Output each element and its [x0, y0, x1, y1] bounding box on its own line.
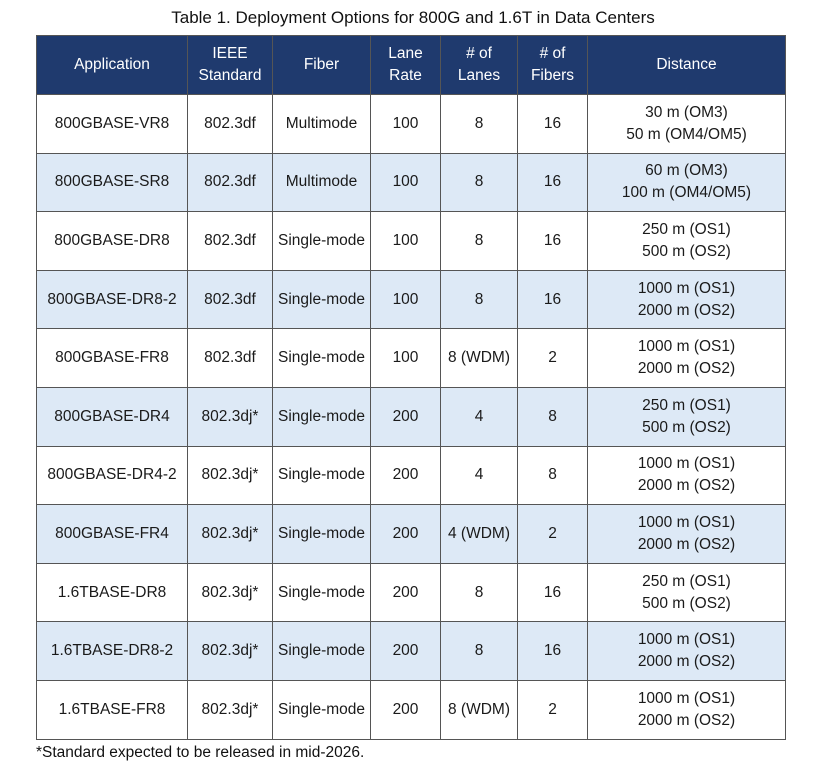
cell-lane-rate: 200 [371, 622, 441, 681]
cell-fibers: 16 [518, 563, 588, 622]
cell-lane-rate: 200 [371, 446, 441, 505]
cell-lane-rate: 100 [371, 329, 441, 388]
header-num-lanes: # of Lanes [441, 36, 518, 95]
cell-lane-rate: 200 [371, 680, 441, 739]
cell-lanes: 4 (WDM) [441, 505, 518, 564]
cell-lanes: 8 [441, 622, 518, 681]
table-row [37, 153, 786, 212]
cell-standard: 802.3dj* [188, 505, 273, 564]
cell-distance: 1000 m (OS1) 2000 m (OS2) [588, 680, 786, 739]
header-application: Application [37, 36, 188, 95]
header-ieee-standard: IEEE Standard [188, 36, 273, 95]
cell-lanes: 8 [441, 563, 518, 622]
cell-fiber: Single-mode [273, 505, 371, 564]
cell-application: 800GBASE-FR4 [37, 505, 188, 564]
cell-fiber: Single-mode [273, 270, 371, 329]
table-row [37, 329, 786, 388]
cell-fiber: Single-mode [273, 622, 371, 681]
cell-lane-rate: 200 [371, 505, 441, 564]
cell-fiber: Multimode [273, 153, 371, 212]
cell-distance: 1000 m (OS1) 2000 m (OS2) [588, 622, 786, 681]
cell-lanes: 4 [441, 387, 518, 446]
header-distance: Distance [588, 36, 786, 95]
cell-lanes: 8 (WDM) [441, 680, 518, 739]
cell-distance: 250 m (OS1) 500 m (OS2) [588, 212, 786, 271]
cell-distance: 60 m (OM3) 100 m (OM4/OM5) [588, 153, 786, 212]
cell-distance: 1000 m (OS1) 2000 m (OS2) [588, 329, 786, 388]
cell-fibers: 16 [518, 270, 588, 329]
cell-distance: 250 m (OS1) 500 m (OS2) [588, 387, 786, 446]
table-row [37, 622, 786, 681]
cell-distance: 1000 m (OS1) 2000 m (OS2) [588, 505, 786, 564]
cell-fiber: Single-mode [273, 563, 371, 622]
cell-application: 800GBASE-DR4 [37, 387, 188, 446]
cell-distance: 250 m (OS1) 500 m (OS2) [588, 563, 786, 622]
cell-standard: 802.3df [188, 329, 273, 388]
cell-standard: 802.3df [188, 270, 273, 329]
table-caption: Table 1. Deployment Options for 800G and 1.6T in Data Centers [171, 8, 655, 27]
table-row [37, 212, 786, 271]
cell-distance: 30 m (OM3) 50 m (OM4/OM5) [588, 95, 786, 154]
cell-lanes: 8 [441, 153, 518, 212]
cell-application: 800GBASE-DR4-2 [37, 446, 188, 505]
cell-application: 800GBASE-DR8 [37, 212, 188, 271]
cell-lane-rate: 100 [371, 95, 441, 154]
table-row [37, 505, 786, 564]
cell-standard: 802.3df [188, 153, 273, 212]
cell-fiber: Single-mode [273, 212, 371, 271]
cell-distance: 1000 m (OS1) 2000 m (OS2) [588, 270, 786, 329]
cell-standard: 802.3dj* [188, 622, 273, 681]
cell-application: 800GBASE-DR8-2 [37, 270, 188, 329]
cell-standard: 802.3df [188, 95, 273, 154]
cell-fibers: 16 [518, 95, 588, 154]
cell-fiber: Single-mode [273, 387, 371, 446]
cell-standard: 802.3dj* [188, 680, 273, 739]
cell-fibers: 16 [518, 212, 588, 271]
cell-lanes: 8 (WDM) [441, 329, 518, 388]
cell-standard: 802.3dj* [188, 446, 273, 505]
table-row [37, 387, 786, 446]
cell-lane-rate: 100 [371, 270, 441, 329]
cell-lanes: 4 [441, 446, 518, 505]
cell-application: 1.6TBASE-DR8-2 [37, 622, 188, 681]
cell-lanes: 8 [441, 95, 518, 154]
header-row [37, 36, 786, 95]
cell-application: 800GBASE-SR8 [37, 153, 188, 212]
cell-fiber: Single-mode [273, 446, 371, 505]
cell-fibers: 8 [518, 387, 588, 446]
cell-fibers: 2 [518, 680, 588, 739]
cell-lane-rate: 100 [371, 153, 441, 212]
cell-application: 1.6TBASE-DR8 [37, 563, 188, 622]
cell-fibers: 8 [518, 446, 588, 505]
cell-application: 800GBASE-FR8 [37, 329, 188, 388]
cell-distance: 1000 m (OS1) 2000 m (OS2) [588, 446, 786, 505]
table-row [37, 270, 786, 329]
footnote: *Standard expected to be released in mid-2026. [36, 744, 365, 761]
table-row [37, 95, 786, 154]
cell-lanes: 8 [441, 270, 518, 329]
cell-fibers: 16 [518, 622, 588, 681]
cell-fibers: 16 [518, 153, 588, 212]
table-row [37, 680, 786, 739]
header-fiber: Fiber [273, 36, 371, 95]
table-row [37, 563, 786, 622]
cell-application: 1.6TBASE-FR8 [37, 680, 188, 739]
cell-standard: 802.3dj* [188, 563, 273, 622]
cell-lanes: 8 [441, 212, 518, 271]
header-num-fibers: # of Fibers [518, 36, 588, 95]
cell-fibers: 2 [518, 329, 588, 388]
cell-fiber: Single-mode [273, 329, 371, 388]
cell-lane-rate: 200 [371, 387, 441, 446]
cell-lane-rate: 100 [371, 212, 441, 271]
cell-fiber: Multimode [273, 95, 371, 154]
cell-standard: 802.3dj* [188, 387, 273, 446]
cell-fiber: Single-mode [273, 680, 371, 739]
cell-application: 800GBASE-VR8 [37, 95, 188, 154]
table-row [37, 446, 786, 505]
header-lane-rate: Lane Rate [371, 36, 441, 95]
cell-standard: 802.3df [188, 212, 273, 271]
cell-lane-rate: 200 [371, 563, 441, 622]
deployment-options-table [36, 35, 786, 740]
cell-fibers: 2 [518, 505, 588, 564]
